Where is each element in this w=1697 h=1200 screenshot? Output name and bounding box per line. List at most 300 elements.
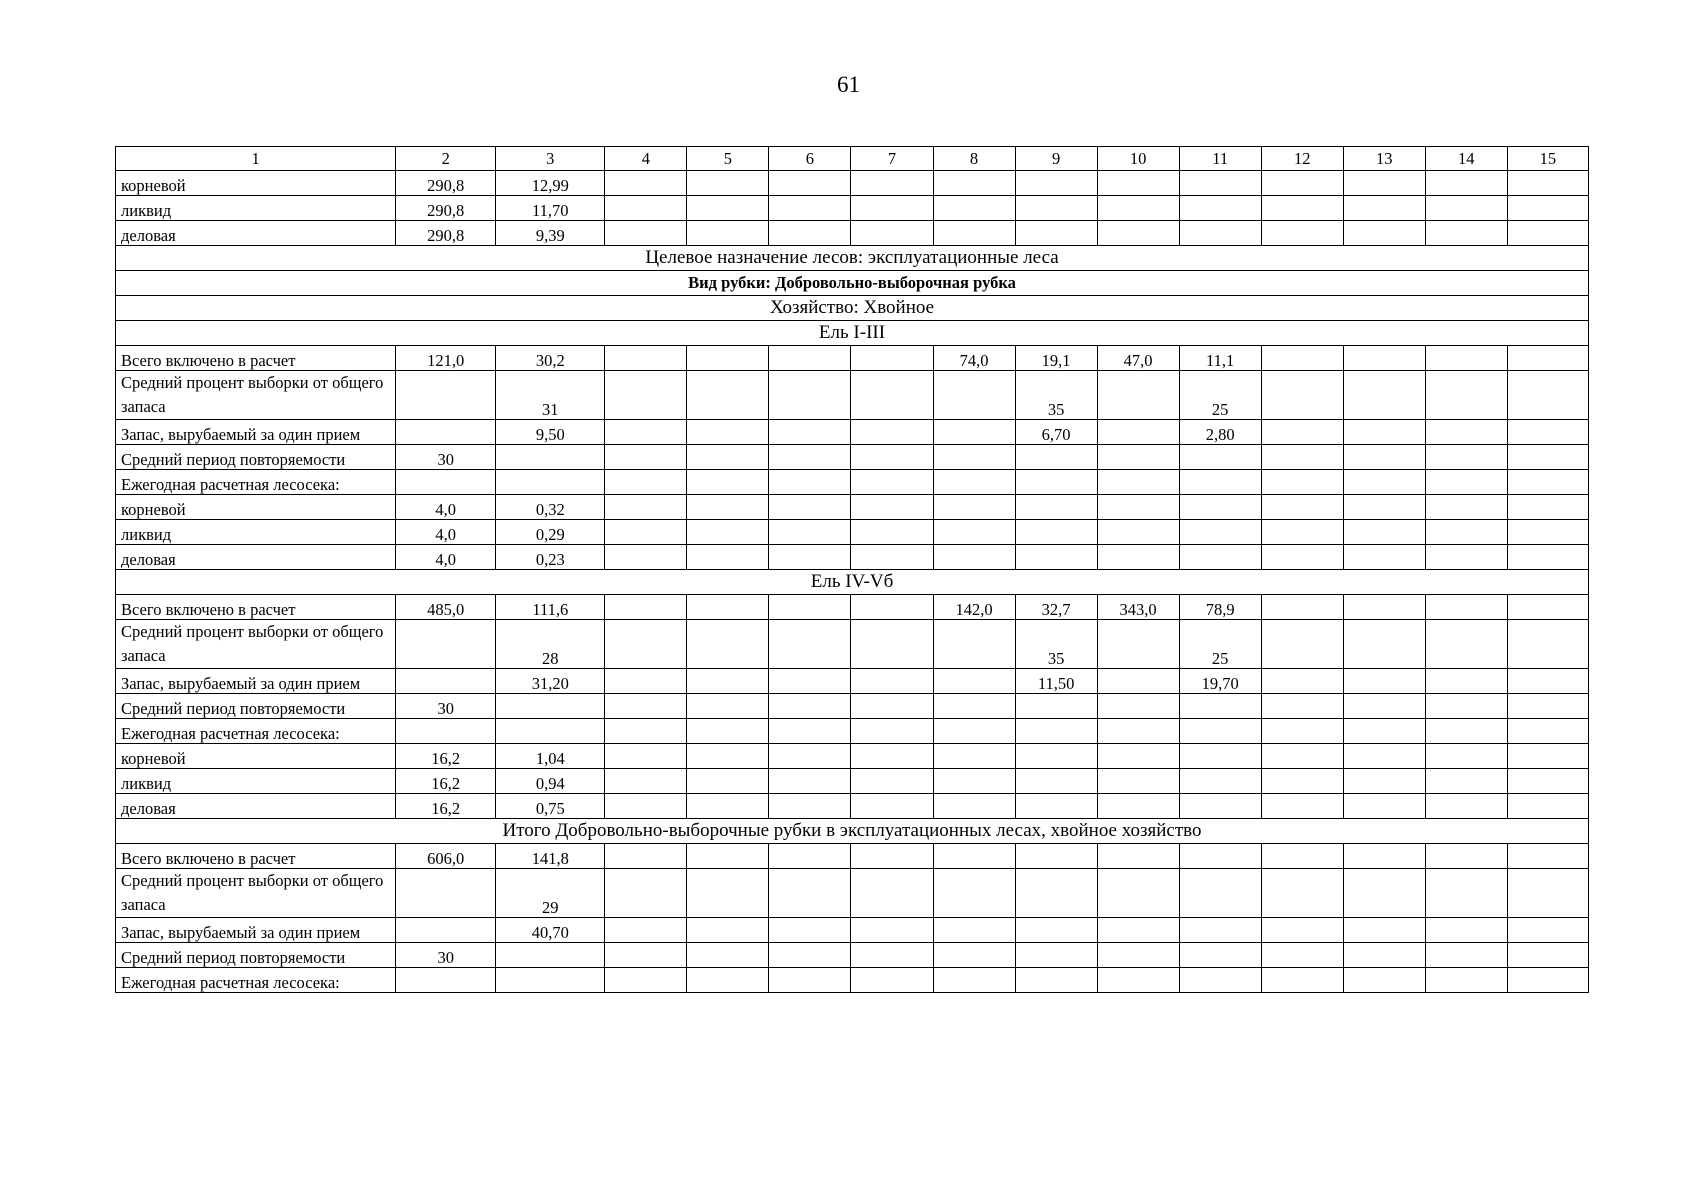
column-header: 15 — [1507, 147, 1588, 171]
table-cell — [851, 968, 933, 993]
table-cell — [1097, 371, 1179, 420]
table-cell — [933, 196, 1015, 221]
row-label: деловая — [116, 545, 396, 570]
table-cell — [1261, 420, 1343, 445]
table-cell: 30 — [396, 445, 496, 470]
table-cell: 2,80 — [1179, 420, 1261, 445]
table-cell — [1179, 794, 1261, 819]
table-cell — [687, 769, 769, 794]
table-cell — [1097, 620, 1179, 669]
table-cell — [687, 545, 769, 570]
table-cell — [1015, 769, 1097, 794]
table-cell — [1425, 371, 1507, 420]
table-cell — [1507, 371, 1588, 420]
page-number: 61 — [837, 72, 860, 97]
table-cell — [1343, 844, 1425, 869]
table-cell — [1425, 669, 1507, 694]
row-label: Всего включено в расчет — [116, 346, 396, 371]
table-cell — [1097, 968, 1179, 993]
table-cell — [1179, 520, 1261, 545]
table-cell — [396, 918, 496, 943]
table-cell: 25 — [1179, 620, 1261, 669]
table-cell — [1261, 371, 1343, 420]
table-cell — [1343, 794, 1425, 819]
column-header: 12 — [1261, 147, 1343, 171]
table-cell: 47,0 — [1097, 346, 1179, 371]
table-cell: 40,70 — [496, 918, 605, 943]
table-cell — [1097, 196, 1179, 221]
table-cell: 78,9 — [1179, 595, 1261, 620]
table-cell — [1343, 371, 1425, 420]
table-cell — [1425, 794, 1507, 819]
table-cell — [1261, 769, 1343, 794]
table-cell — [687, 844, 769, 869]
table-cell — [1507, 719, 1588, 744]
table-cell — [1507, 221, 1588, 246]
table-cell — [605, 545, 687, 570]
table-cell — [933, 968, 1015, 993]
table-cell — [1343, 196, 1425, 221]
section-title: Хозяйство: Хвойное — [116, 296, 1589, 321]
table-cell — [1507, 495, 1588, 520]
table-cell — [851, 719, 933, 744]
table-cell — [933, 769, 1015, 794]
table-cell — [1261, 221, 1343, 246]
section-title: Целевое назначение лесов: эксплуатационные леса — [116, 246, 1589, 271]
table-cell — [851, 371, 933, 420]
table-cell — [1343, 918, 1425, 943]
table-cell: 29 — [496, 869, 605, 918]
column-header: 11 — [1179, 147, 1261, 171]
table-row — [116, 470, 1589, 495]
table-cell: 9,50 — [496, 420, 605, 445]
table-cell — [687, 595, 769, 620]
table-cell — [1015, 495, 1097, 520]
table-cell — [687, 869, 769, 918]
table-cell — [1343, 520, 1425, 545]
table-cell — [605, 669, 687, 694]
table-row — [116, 869, 1589, 918]
table-cell — [687, 694, 769, 719]
table-cell — [1507, 694, 1588, 719]
table-cell — [1261, 869, 1343, 918]
section-row — [116, 271, 1589, 296]
table-cell — [1261, 171, 1343, 196]
table-cell — [687, 495, 769, 520]
table-cell — [1343, 669, 1425, 694]
table-cell — [851, 769, 933, 794]
table-cell — [851, 918, 933, 943]
table-cell — [1261, 669, 1343, 694]
column-header: 6 — [769, 147, 851, 171]
table-cell — [933, 694, 1015, 719]
table-cell — [933, 620, 1015, 669]
row-label: Средний период повторяемости — [116, 694, 396, 719]
table-cell — [933, 719, 1015, 744]
table-cell — [687, 943, 769, 968]
table-cell — [1261, 196, 1343, 221]
table-cell — [769, 669, 851, 694]
table-cell: 6,70 — [1015, 420, 1097, 445]
column-header: 4 — [605, 147, 687, 171]
table-cell — [605, 794, 687, 819]
table-cell — [605, 968, 687, 993]
column-header: 13 — [1343, 147, 1425, 171]
table-cell — [1261, 744, 1343, 769]
section-row — [116, 570, 1589, 595]
table-cell — [1261, 495, 1343, 520]
table-cell: 485,0 — [396, 595, 496, 620]
table-cell — [1343, 694, 1425, 719]
table-cell — [1179, 196, 1261, 221]
table-cell — [933, 470, 1015, 495]
table-cell — [1507, 196, 1588, 221]
table-cell — [1425, 620, 1507, 669]
table-cell — [1425, 470, 1507, 495]
table-cell — [396, 420, 496, 445]
table-cell — [769, 420, 851, 445]
table-cell — [605, 420, 687, 445]
table-row — [116, 769, 1589, 794]
table-cell — [687, 669, 769, 694]
table-cell — [1097, 719, 1179, 744]
table-cell — [1097, 669, 1179, 694]
table-cell — [1343, 869, 1425, 918]
table-cell — [769, 844, 851, 869]
table-cell — [687, 196, 769, 221]
table-cell — [1425, 520, 1507, 545]
column-header: 7 — [851, 147, 933, 171]
table-cell: 30 — [396, 694, 496, 719]
table-cell — [1425, 595, 1507, 620]
table-cell — [933, 420, 1015, 445]
table-cell — [687, 470, 769, 495]
table-cell — [1261, 346, 1343, 371]
table-cell — [1343, 171, 1425, 196]
row-label: Всего включено в расчет — [116, 595, 396, 620]
table-cell — [1425, 196, 1507, 221]
table-cell — [396, 968, 496, 993]
row-label: Средний процент выборки от общего запаса — [116, 869, 396, 918]
table-cell — [933, 869, 1015, 918]
row-label: Средний процент выборки от общего запаса — [116, 620, 396, 669]
row-label: деловая — [116, 794, 396, 819]
table-row — [116, 520, 1589, 545]
table-row — [116, 943, 1589, 968]
table-cell — [851, 445, 933, 470]
table-cell — [687, 918, 769, 943]
table-cell — [1425, 545, 1507, 570]
table-cell — [933, 669, 1015, 694]
table-row — [116, 221, 1589, 246]
table-cell — [769, 918, 851, 943]
table-cell — [1261, 470, 1343, 495]
table-row — [116, 171, 1589, 196]
row-label: корневой — [116, 495, 396, 520]
table-cell — [933, 445, 1015, 470]
table-cell — [1179, 968, 1261, 993]
table-cell: 19,70 — [1179, 669, 1261, 694]
table-cell — [1507, 171, 1588, 196]
table-cell — [1097, 794, 1179, 819]
table-cell — [1343, 595, 1425, 620]
table-row — [116, 595, 1589, 620]
table-cell — [1507, 346, 1588, 371]
table-cell: 4,0 — [396, 495, 496, 520]
table-cell — [1343, 470, 1425, 495]
table-cell — [769, 196, 851, 221]
table-cell — [851, 744, 933, 769]
table-cell — [1425, 869, 1507, 918]
table-cell: 19,1 — [1015, 346, 1097, 371]
table-cell — [687, 221, 769, 246]
table-cell — [1097, 470, 1179, 495]
table-cell: 11,50 — [1015, 669, 1097, 694]
table-cell: 0,32 — [496, 495, 605, 520]
table-cell — [769, 495, 851, 520]
table-cell — [687, 445, 769, 470]
table-cell — [605, 346, 687, 371]
row-label: ликвид — [116, 196, 396, 221]
table-cell — [1425, 918, 1507, 943]
table-cell — [1507, 918, 1588, 943]
table-cell — [1097, 694, 1179, 719]
table-cell — [769, 694, 851, 719]
table-cell — [1261, 694, 1343, 719]
table-cell: 25 — [1179, 371, 1261, 420]
table-cell — [605, 844, 687, 869]
table-cell — [1179, 869, 1261, 918]
table-cell — [769, 744, 851, 769]
table-cell — [1425, 719, 1507, 744]
row-label: Всего включено в расчет — [116, 844, 396, 869]
table-cell — [1425, 221, 1507, 246]
table-cell — [851, 495, 933, 520]
table-cell — [1343, 968, 1425, 993]
table-cell: 290,8 — [396, 196, 496, 221]
table-cell — [687, 171, 769, 196]
table-cell — [1097, 545, 1179, 570]
table-cell — [1425, 844, 1507, 869]
section-row — [116, 819, 1589, 844]
table-cell — [1097, 943, 1179, 968]
table-cell — [1015, 470, 1097, 495]
section-row — [116, 246, 1589, 271]
table-cell — [1343, 346, 1425, 371]
table-cell — [605, 620, 687, 669]
table-cell — [1097, 495, 1179, 520]
table-cell — [769, 769, 851, 794]
table-cell — [1097, 445, 1179, 470]
table-cell — [605, 445, 687, 470]
table-cell — [1507, 968, 1588, 993]
table-cell — [769, 346, 851, 371]
table-cell — [1097, 844, 1179, 869]
table-row — [116, 918, 1589, 943]
table-cell: 74,0 — [933, 346, 1015, 371]
table-cell — [769, 719, 851, 744]
table-cell — [687, 346, 769, 371]
table-cell: 12,99 — [496, 171, 605, 196]
table-cell — [769, 445, 851, 470]
table-cell — [1261, 794, 1343, 819]
table-cell — [851, 694, 933, 719]
table-cell — [1015, 794, 1097, 819]
table-row — [116, 371, 1589, 420]
table-cell — [1507, 669, 1588, 694]
table-cell — [1425, 495, 1507, 520]
column-header: 14 — [1425, 147, 1507, 171]
table-cell — [769, 520, 851, 545]
table-cell — [1261, 545, 1343, 570]
row-label: корневой — [116, 744, 396, 769]
row-label: корневой — [116, 171, 396, 196]
row-label: деловая — [116, 221, 396, 246]
table-row — [116, 445, 1589, 470]
column-header: 1 — [116, 147, 396, 171]
table-cell — [933, 545, 1015, 570]
table-cell — [1343, 420, 1425, 445]
table-cell — [1015, 968, 1097, 993]
table-cell — [396, 719, 496, 744]
table-cell — [1425, 445, 1507, 470]
table-cell — [1343, 445, 1425, 470]
table-cell — [1507, 595, 1588, 620]
table-cell — [1015, 445, 1097, 470]
table-cell — [1261, 918, 1343, 943]
table-row — [116, 844, 1589, 869]
table-cell — [687, 719, 769, 744]
table-cell — [1261, 943, 1343, 968]
column-header: 8 — [933, 147, 1015, 171]
table-cell — [1097, 520, 1179, 545]
table-cell — [1097, 744, 1179, 769]
table-cell — [1261, 968, 1343, 993]
row-label: Запас, вырубаемый за один прием — [116, 918, 396, 943]
table-cell — [851, 669, 933, 694]
table-cell: 30 — [396, 943, 496, 968]
table-cell — [769, 545, 851, 570]
table-cell — [1015, 943, 1097, 968]
table-cell: 1,04 — [496, 744, 605, 769]
table-cell — [1507, 520, 1588, 545]
table-cell — [1097, 221, 1179, 246]
table-row — [116, 744, 1589, 769]
table-cell — [933, 943, 1015, 968]
table-cell — [1343, 545, 1425, 570]
section-title: Итого Добровольно-выборочные рубки в эксплуатационных лесах, хвойное хозяйство — [116, 819, 1589, 844]
table-cell — [1425, 420, 1507, 445]
table-cell — [1097, 769, 1179, 794]
table-cell — [1179, 943, 1261, 968]
table-cell — [851, 470, 933, 495]
row-label: Ежегодная расчетная лесосека: — [116, 968, 396, 993]
table-cell — [605, 694, 687, 719]
table-cell: 31,20 — [496, 669, 605, 694]
table-cell — [1507, 445, 1588, 470]
table-cell — [1425, 346, 1507, 371]
table-cell — [1179, 171, 1261, 196]
table-cell — [1343, 221, 1425, 246]
table-cell — [933, 171, 1015, 196]
table-cell: 606,0 — [396, 844, 496, 869]
column-header: 9 — [1015, 147, 1097, 171]
table-cell — [605, 943, 687, 968]
table-cell — [933, 520, 1015, 545]
table-cell — [396, 869, 496, 918]
row-label: Средний период повторяемости — [116, 445, 396, 470]
table-cell — [1261, 620, 1343, 669]
table-row — [116, 346, 1589, 371]
table-cell — [1425, 694, 1507, 719]
table-cell — [1097, 171, 1179, 196]
table-cell — [1015, 694, 1097, 719]
table-cell — [605, 869, 687, 918]
table-cell — [1097, 918, 1179, 943]
table-cell — [1507, 545, 1588, 570]
table-cell — [1507, 844, 1588, 869]
table-cell — [933, 495, 1015, 520]
table-cell: 290,8 — [396, 171, 496, 196]
table-cell — [1261, 445, 1343, 470]
table-row — [116, 719, 1589, 744]
table-cell: 4,0 — [396, 545, 496, 570]
table-cell — [605, 744, 687, 769]
table-cell: 30,2 — [496, 346, 605, 371]
table-cell — [687, 420, 769, 445]
table-cell — [1343, 769, 1425, 794]
table-cell — [1179, 719, 1261, 744]
section-title: Ель I-III — [116, 321, 1589, 346]
table-row — [116, 694, 1589, 719]
table-cell — [1015, 545, 1097, 570]
table-cell — [1507, 769, 1588, 794]
table-cell — [1261, 520, 1343, 545]
table-cell — [769, 470, 851, 495]
table-cell — [396, 371, 496, 420]
table-cell — [1425, 769, 1507, 794]
table-cell — [496, 694, 605, 719]
table-cell: 4,0 — [396, 520, 496, 545]
table-cell — [933, 918, 1015, 943]
table-cell — [1097, 420, 1179, 445]
table-cell — [396, 470, 496, 495]
table-header-row — [116, 147, 1589, 171]
table-cell — [687, 968, 769, 993]
table-row — [116, 669, 1589, 694]
table-cell — [851, 221, 933, 246]
table-cell — [496, 445, 605, 470]
table-cell: 0,29 — [496, 520, 605, 545]
table-cell — [851, 346, 933, 371]
table-cell — [1425, 968, 1507, 993]
table-cell — [605, 769, 687, 794]
table-cell — [496, 470, 605, 495]
table-cell — [1015, 196, 1097, 221]
table-cell — [851, 620, 933, 669]
table-cell: 121,0 — [396, 346, 496, 371]
table-cell — [605, 196, 687, 221]
table-cell — [1179, 744, 1261, 769]
table-cell — [605, 719, 687, 744]
table-cell — [1507, 943, 1588, 968]
table-cell — [851, 943, 933, 968]
table-cell — [851, 794, 933, 819]
section-title: Вид рубки: Добровольно-выборочная рубка — [116, 271, 1589, 296]
table-cell — [1425, 171, 1507, 196]
table-cell — [851, 520, 933, 545]
table-cell — [396, 669, 496, 694]
